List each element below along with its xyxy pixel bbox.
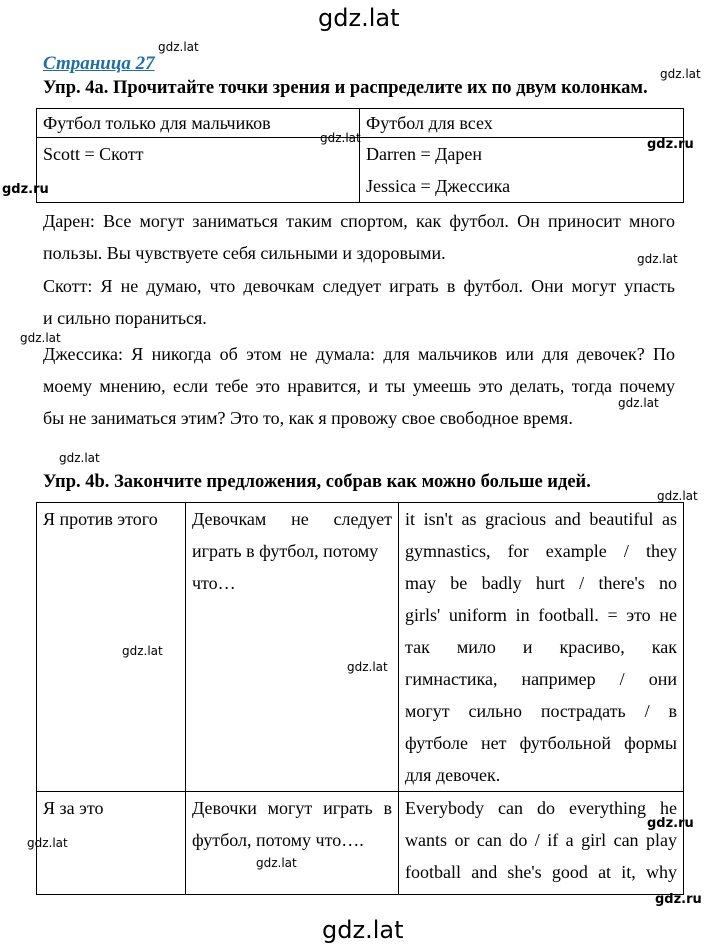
- watermark-top: gdz.lat: [318, 4, 400, 32]
- paragraph-darren: [43, 205, 675, 269]
- cell-text: may be badly hurt / there's no: [405, 573, 677, 593]
- paragraph-scott: [43, 270, 675, 334]
- text-line: Джессика: Я никогда об этом не думала: для мальчиков или для девочек? По: [43, 344, 675, 364]
- cell-text: Darren = Дарен: [366, 144, 483, 164]
- row-label: Я за это: [43, 798, 104, 818]
- cell-text: girls' uniform in football. = это не: [405, 605, 677, 625]
- watermark: gdz.lat: [20, 331, 61, 345]
- paragraph-jessica: [43, 338, 675, 434]
- cell-text: играть в футбол, потому: [192, 541, 379, 561]
- cell-text: Scott = Скотт: [43, 144, 144, 164]
- cell-text: Девочки могут играть в: [192, 798, 392, 818]
- watermark-ru: gdz.ru: [2, 182, 49, 197]
- table-header-cell: Футбол для всех: [360, 109, 684, 138]
- table-cell: [399, 503, 684, 792]
- watermark: gdz.lat: [122, 644, 163, 658]
- watermark: gdz.lat: [27, 836, 68, 850]
- cell-text: для девочек.: [405, 765, 501, 785]
- row-label: Я против этого: [43, 509, 158, 529]
- table-cell: [37, 503, 186, 792]
- watermark-ru: gdz.ru: [647, 137, 694, 152]
- cell-text: it isn't as gracious and beautiful as: [405, 509, 677, 529]
- cell-text: футболе нет футбольной формы: [405, 733, 677, 753]
- cell-text: Jessica = Джессика: [366, 176, 511, 196]
- watermark: gdz.lat: [637, 252, 678, 266]
- cell-text: football and she's good at it, why: [405, 862, 677, 882]
- table-header-row: [37, 109, 684, 138]
- table-row: [37, 792, 684, 895]
- text-line: бы не заниматься этим? Это то, как я провожу свое свободное время.: [43, 408, 573, 428]
- watermark: gdz.lat: [660, 67, 701, 81]
- watermark: gdz.lat: [657, 489, 698, 503]
- cell-text: wants or can do / if a girl can play: [405, 830, 677, 850]
- watermark: gdz.lat: [158, 40, 199, 54]
- cell-text: могут сильно пострадать / в: [405, 701, 677, 721]
- cell-text: футбол, потому что….: [192, 830, 364, 850]
- text-line: моему мнению, если тебе это нравится, и ты умеешь это делать, тогда почему: [43, 376, 675, 396]
- cell-text: Девочкам не следует: [192, 509, 392, 529]
- cell-text: гимнастика, например / они: [405, 669, 677, 689]
- text-line: и сильно пораниться.: [43, 308, 207, 328]
- table-cell: [37, 138, 360, 203]
- watermark: gdz.lat: [618, 396, 659, 410]
- exercise-4a-table: [36, 108, 684, 203]
- table-header-cell: Футбол только для мальчиков: [37, 109, 360, 138]
- watermark: gdz.lat: [59, 451, 100, 465]
- exercise-4b-title: Упр. 4b. Закончите предложения, собрав как можно больше идей.: [43, 472, 591, 492]
- table-cell: [186, 503, 399, 792]
- cell-text: так мило и красиво, как: [405, 637, 677, 657]
- cell-text: Everybody can do everything he: [405, 798, 677, 818]
- cell-text: что…: [192, 573, 236, 593]
- watermark: gdz.lat: [347, 660, 388, 674]
- watermark-bottom: gdz.lat: [322, 916, 404, 944]
- table-row: [37, 503, 684, 792]
- table-cell: [360, 138, 684, 203]
- table-cell: [399, 792, 684, 895]
- watermark: gdz.lat: [256, 856, 297, 870]
- exercise-4a-title: Упр. 4a. Прочитайте точки зрения и распределите их по двум колонкам.: [43, 78, 648, 98]
- watermark-ru: gdz.ru: [655, 892, 702, 907]
- table-cell: [37, 792, 186, 895]
- text-line: пользы. Вы чувствуете себя сильными и здоровыми.: [43, 243, 446, 263]
- text-line: Скотт: Я не думаю, что девочкам следует играть в футбол. Они могут упасть: [43, 276, 675, 296]
- watermark: gdz.lat: [320, 131, 361, 145]
- cell-text: gymnastics, for example / they: [405, 541, 677, 561]
- table-row: [37, 138, 684, 203]
- table-cell: [186, 792, 399, 895]
- page-link[interactable]: Страница 27: [43, 53, 155, 74]
- exercise-4b-table: [36, 502, 684, 895]
- text-line: Дарен: Все могут заниматься таким спортом, как футбол. Он приносит много: [43, 211, 675, 231]
- watermark-ru: gdz.ru: [647, 816, 694, 831]
